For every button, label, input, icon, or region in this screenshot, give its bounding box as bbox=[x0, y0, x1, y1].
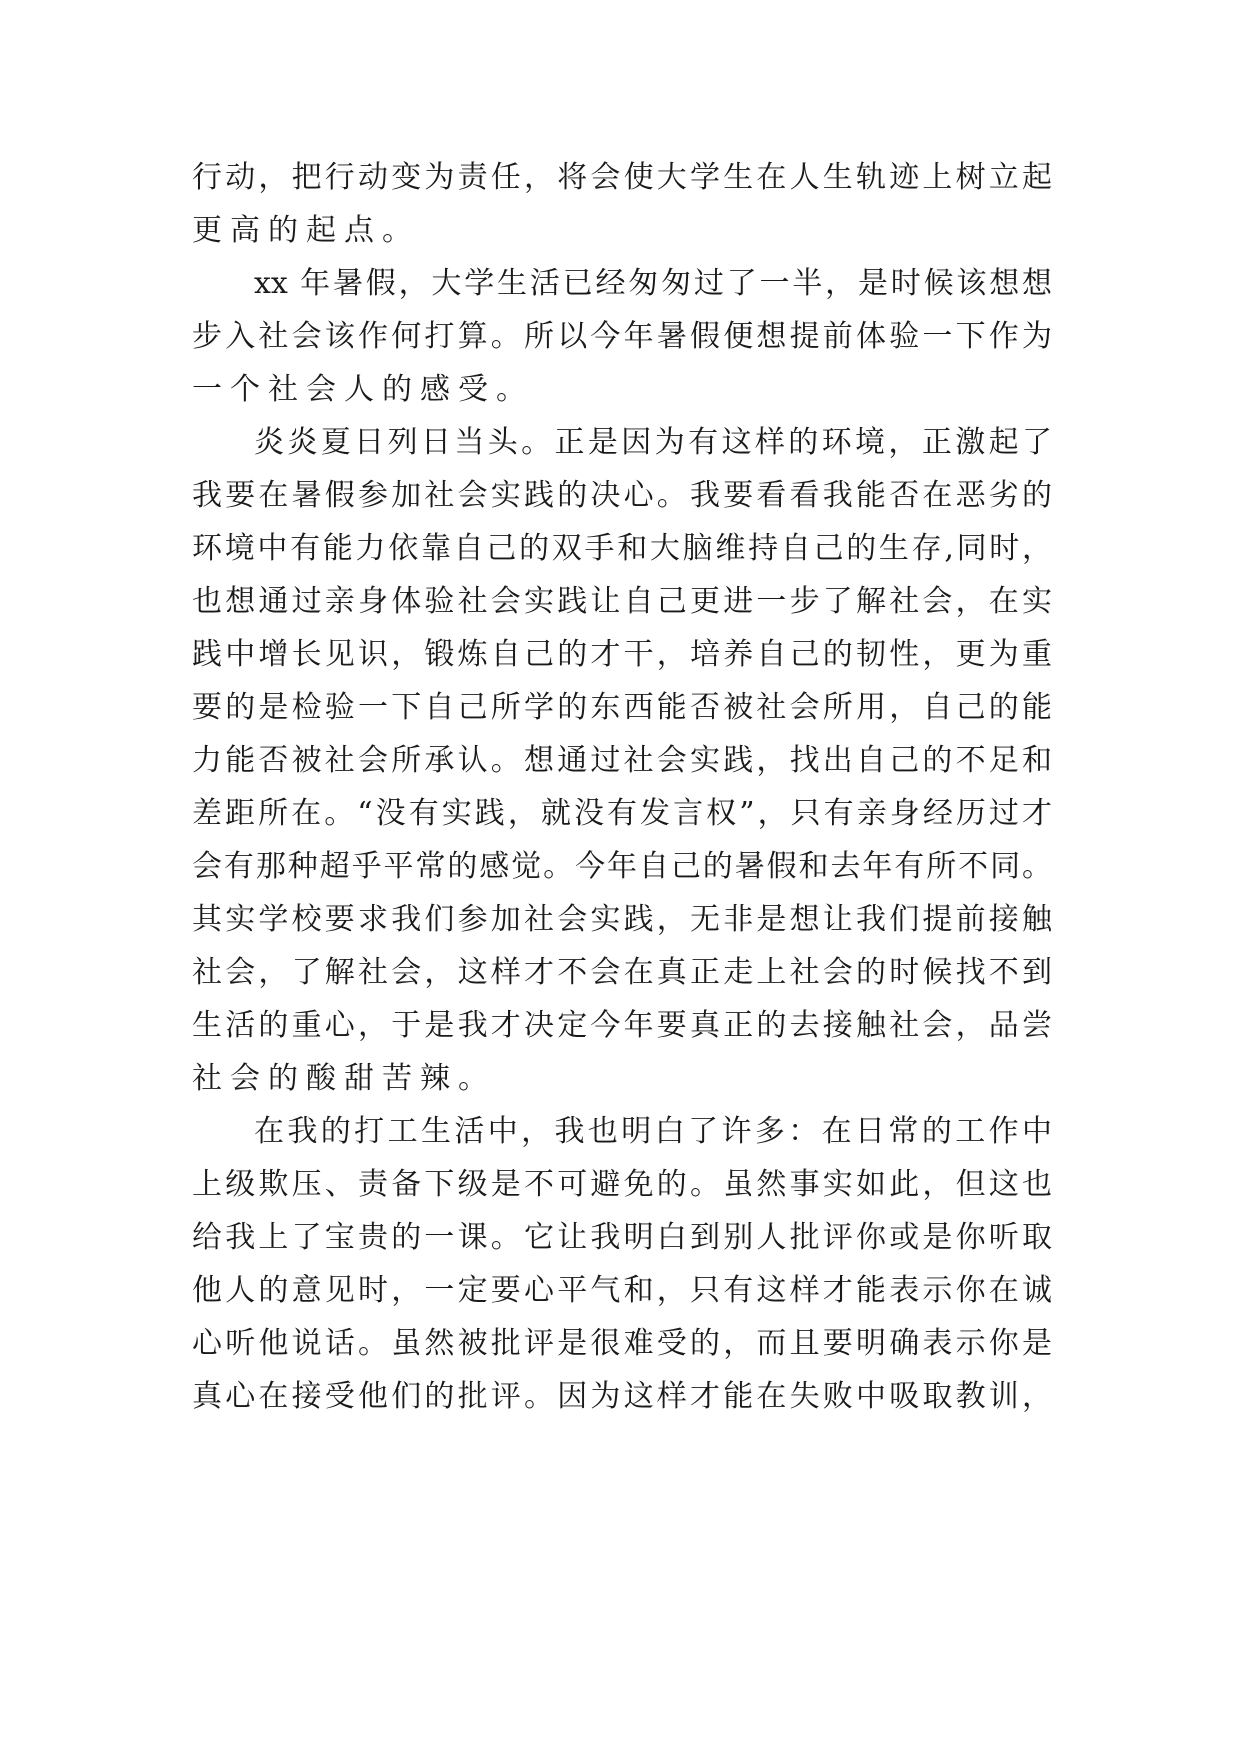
text-line: 一个社会人的感受。 bbox=[192, 372, 534, 407]
text-line: 生活的重心，于是我才决定今年要真正的去接触社会，品尝 bbox=[192, 1008, 1052, 1043]
text-line: 差距所在。“没有实践，就没有发言权”，只有亲身经历过才 bbox=[192, 796, 1052, 831]
text-line: 社会的酸甜苦辣。 bbox=[192, 1061, 496, 1096]
text-line: 更高的起点。 bbox=[192, 213, 420, 248]
text-line: 炎炎夏日列日当头。正是因为有这样的环境，正激起了 bbox=[254, 425, 1052, 460]
text-line: 社会，了解社会，这样才不会在真正走上社会的时候找不到 bbox=[192, 955, 1052, 990]
text-line: 心听他说话。虽然被批评是很难受的，而且要明确表示你是 bbox=[192, 1326, 1052, 1361]
text-line: 上级欺压、责备下级是不可避免的。虽然事实如此，但这也 bbox=[192, 1167, 1052, 1202]
text-line: 也想通过亲身体验社会实践让自己更进一步了解社会，在实 bbox=[192, 584, 1052, 619]
text-line: 给我上了宝贵的一课。它让我明白到别人批评你或是你听取 bbox=[192, 1220, 1052, 1255]
text-line: 环境中有能力依靠自己的双手和大脑维持自己的生存,同时， bbox=[192, 531, 1052, 566]
text-line: 力能否被社会所承认。想通过社会实践，找出自己的不足和 bbox=[192, 743, 1052, 778]
text-line: 其实学校要求我们参加社会实践，无非是想让我们提前接触 bbox=[192, 902, 1052, 937]
text-line: xx 年暑假，大学生活已经匆匆过了一半，是时候该想想 bbox=[254, 266, 1052, 301]
text-line: 步入社会该作何打算。所以今年暑假便想提前体验一下作为 bbox=[192, 319, 1052, 354]
text-line: 我要在暑假参加社会实践的决心。我要看看我能否在恶劣的 bbox=[192, 478, 1052, 513]
text-line: 他人的意见时，一定要心平气和，只有这样才能表示你在诚 bbox=[192, 1273, 1052, 1308]
text-line: 践中增长见识，锻炼自己的才干，培养自己的韧性，更为重 bbox=[192, 637, 1052, 672]
text-line: 要的是检验一下自己所学的东西能否被社会所用，自己的能 bbox=[192, 690, 1052, 725]
text-line: 在我的打工生活中，我也明白了许多：在日常的工作中 bbox=[254, 1114, 1052, 1149]
text-line: 会有那种超乎平常的感觉。今年自己的暑假和去年有所不同。 bbox=[192, 849, 1052, 884]
text-line: 真心在接受他们的批评。因为这样才能在失败中吸取教训， bbox=[192, 1379, 1052, 1414]
text-line: 行动，把行动变为责任，将会使大学生在人生轨迹上树立起 bbox=[192, 160, 1052, 195]
